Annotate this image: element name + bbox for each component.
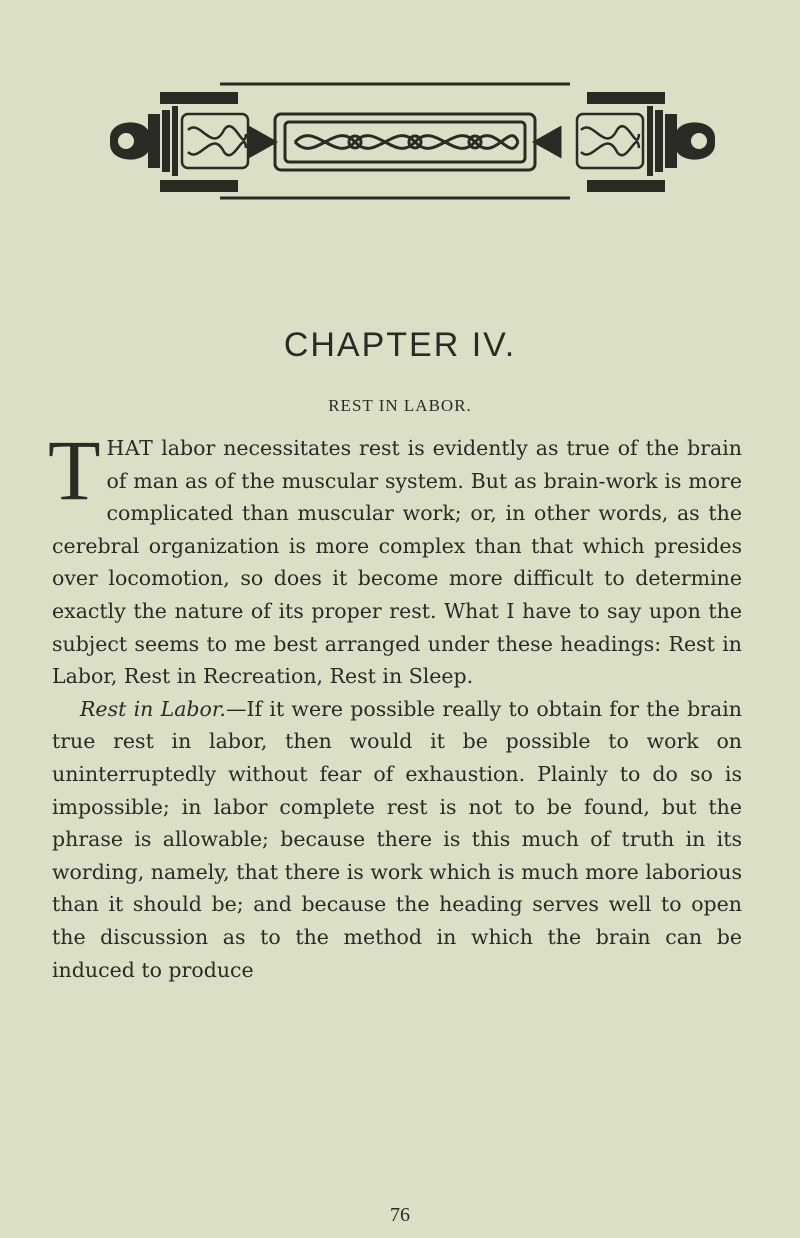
paragraph-2-text: —If it were possible really to obtain for the brain true rest in labor, then would it be possible to work on uninterruptedly without fear of exhaustion. Plainly to do so is impossible; in labor complete rest is not to be found, but the phrase is allowable; because there is this much of truth in its wording, namely, that there is work which is much more laborious than it should be; and because the heading serves well to open the discussion as to the method in which the brain can be induced to produce bbox=[52, 696, 742, 982]
paragraph-1 bbox=[48, 422, 742, 693]
paragraph-2 bbox=[52, 693, 742, 986]
drop-cap: T bbox=[48, 422, 101, 518]
body-text bbox=[48, 422, 742, 986]
paragraph-1-text: labor necessitates rest is evidently as true of the brain of man as of the muscular system. But as brain-work is more complicated than muscular work; or, in other words, as the cerebral organization is more complex than that which presides over locomotion, so does it become more difficult to determine exactly the nature of its proper rest. What I have to say upon the subject seems to me best arranged under these headings: Rest in Labor, Rest in Recreation, Rest in Sleep. bbox=[52, 436, 742, 689]
chapter-title: CHAPTER IV. bbox=[283, 326, 517, 364]
page-number: 76 bbox=[390, 1204, 410, 1226]
chapter-subtitle: REST IN LABOR. bbox=[328, 396, 472, 415]
chapter-headpiece-ornament bbox=[100, 70, 725, 210]
section-heading-rest-in-labor: Rest in Labor. bbox=[80, 696, 226, 721]
first-word-rest: HAT bbox=[106, 436, 154, 460]
